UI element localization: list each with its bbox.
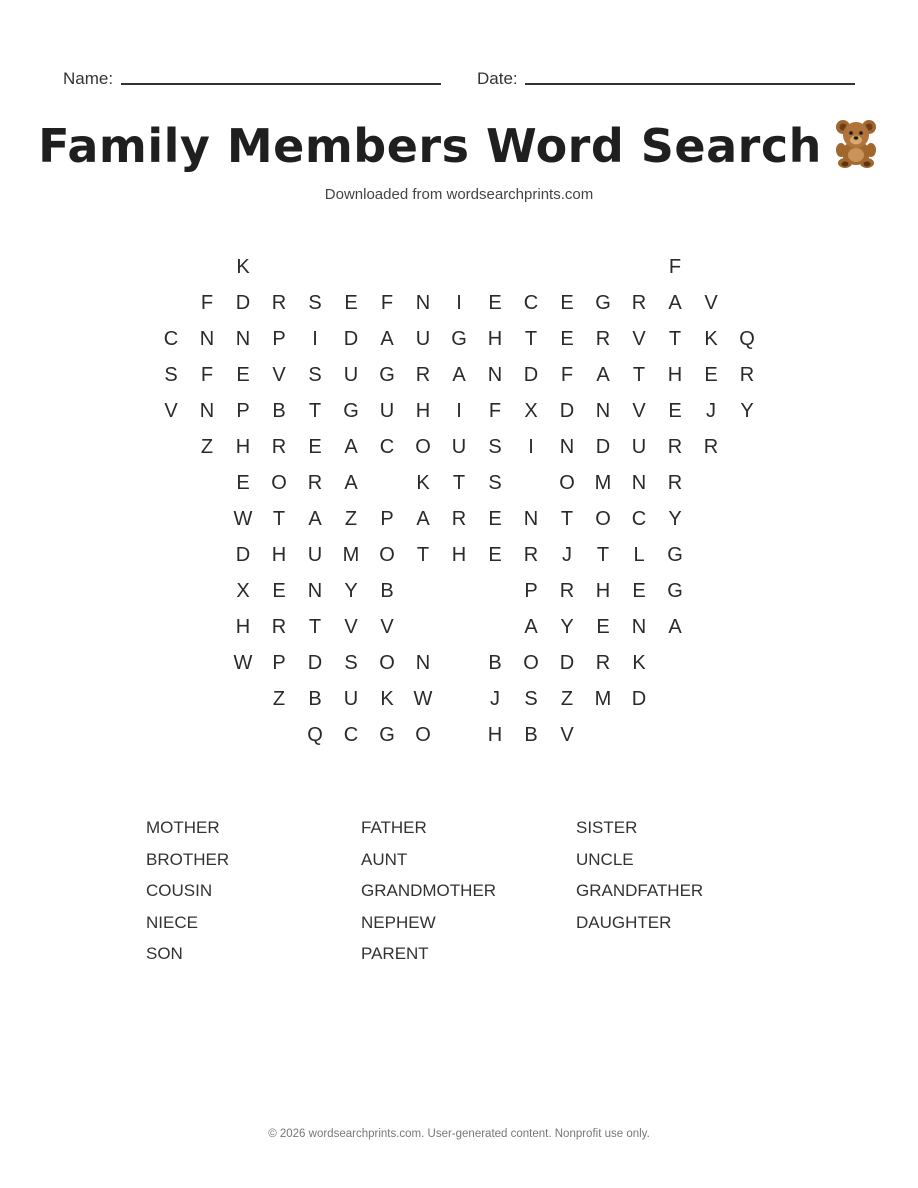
grid-cell: G [379,364,395,386]
grid-cell: A [668,616,682,638]
grid-cell: E [272,580,286,602]
grid-cell: Z [272,688,286,710]
grid-cell: A [380,328,394,350]
grid-cell: X [524,400,538,422]
grid-cell: U [379,400,395,422]
word-item: GRANDFATHER [576,881,704,900]
grid-cell: V [704,292,718,314]
grid-cell: E [488,544,502,566]
grid-cell: H [487,328,503,350]
grid-cell: C [379,436,395,458]
grid-cell: G [343,400,359,422]
grid-cell: W [413,688,433,710]
grid-cell: R [271,292,287,314]
grid-cell: D [523,364,539,386]
grid-cell: T [668,328,682,350]
grid-cell: A [524,616,538,638]
grid-cell: A [452,364,466,386]
grid-cell: Y [344,580,358,602]
word-item: BROTHER [146,849,230,869]
grid-cell: R [703,436,719,458]
grid-cell: I [528,436,534,458]
grid-cell: D [559,652,575,674]
grid-cell: R [667,472,683,494]
grid-cell: R [559,580,575,602]
grid-cell: E [560,328,574,350]
grid-cell: P [380,508,394,530]
grid-cell: M [594,688,612,710]
grid-cell: U [451,436,467,458]
grid-cell: Y [560,616,574,638]
grid-cell: O [523,652,539,674]
grid-cell: U [415,328,431,350]
grid-cell: C [523,292,539,314]
grid-cell: A [308,508,322,530]
grid-cell: V [632,328,646,350]
grid-cell: S [164,364,178,386]
word-item: PARENT [361,944,429,963]
grid-cell: I [312,328,318,350]
grid-cell: A [596,364,610,386]
grid-cell: Z [560,688,574,710]
grid-cell: R [415,364,431,386]
subtitle: Downloaded from wordsearchprints.com [324,186,594,203]
grid-cell: B [308,688,322,710]
grid-cell: B [524,724,538,746]
grid-cell: X [236,580,250,602]
grid-cell: Q [307,724,323,746]
grid-cell: V [272,364,286,386]
grid-cell: E [596,616,610,638]
word-item: GRANDMOTHER [361,881,497,900]
grid-cell: U [343,364,359,386]
grid-cell: P [236,400,250,422]
grid-cell: O [379,652,395,674]
grid-cell: K [416,472,430,494]
grid-cell: E [560,292,574,314]
grid-cell: D [559,400,575,422]
word-item: SON [146,944,183,963]
grid-cell: T [308,400,322,422]
grid-cell: T [524,328,538,350]
grid-cell: R [595,652,611,674]
grid-cell: B [488,652,502,674]
grid-cell: O [415,436,431,458]
grid-cell: B [380,580,394,602]
grid-cell: I [456,292,462,314]
grid-cell: D [307,652,323,674]
grid-cell: M [594,472,612,494]
grid-cell: G [379,724,395,746]
grid-cell: A [344,472,358,494]
grid-cell: S [344,652,358,674]
grid-cell: S [308,364,322,386]
grid-cell: G [667,580,683,602]
word-list-column-1 [146,818,229,976]
grid-cell: C [163,328,179,350]
grid-cell: N [631,616,647,638]
grid-cell: R [631,292,647,314]
grid-cell: R [523,544,539,566]
grid-cell: M [342,544,360,566]
word-item: NEPHEW [361,912,436,932]
grid-cell: J [490,688,500,710]
grid-cell: K [704,328,718,350]
grid-cell: U [631,436,647,458]
date-label: Date: [477,69,518,88]
grid-cell: J [562,544,572,566]
grid-cell: C [631,508,647,530]
grid-cell: N [415,292,431,314]
grid-cell: N [199,400,215,422]
grid-cell: H [235,436,251,458]
grid-cell: W [233,508,253,530]
grid-cell: H [487,724,503,746]
grid-cell: N [523,508,539,530]
grid-cell: Q [739,328,755,350]
grid-cell: G [595,292,611,314]
grid-cell: E [236,472,250,494]
word-item: COUSIN [146,881,213,900]
grid-cell: E [632,580,646,602]
grid-cell: D [235,544,251,566]
grid-cell: J [706,400,716,422]
grid-cell: N [595,400,611,422]
word-item: AUNT [361,849,408,869]
grid-cell: H [451,544,467,566]
word-item: SISTER [576,818,638,837]
grid-cell: I [456,400,462,422]
grid-cell: O [415,724,431,746]
grid-cell: N [559,436,575,458]
grid-cell: Z [200,436,214,458]
grid-cell: V [344,616,358,638]
grid-cell: N [487,364,503,386]
grid-cell: O [559,472,575,494]
grid-cell: O [271,472,287,494]
grid-cell: R [307,472,323,494]
grid-cell: H [667,364,683,386]
grid-cell: D [595,436,611,458]
grid-cell: H [235,616,251,638]
grid-cell: T [596,544,610,566]
grid-cell: Y [668,508,682,530]
grid-cell: N [199,328,215,350]
grid-cell: T [308,616,322,638]
grid-cell: F [668,256,682,278]
grid-cell: T [560,508,574,530]
grid-cell: A [668,292,682,314]
grid-cell: E [236,364,250,386]
grid-cell: S [524,688,538,710]
grid-cell: D [235,292,251,314]
grid-cell: S [488,436,502,458]
grid-cell: V [632,400,646,422]
grid-cell: E [344,292,358,314]
page-title-text: Family Members Word Search [38,119,822,173]
grid-cell: Y [740,400,754,422]
grid-cell: E [668,400,682,422]
grid-cell: R [271,616,287,638]
grid-cell: H [415,400,431,422]
grid-cell: G [451,328,467,350]
grid-cell: V [164,400,178,422]
grid-cell: D [343,328,359,350]
word-item: FATHER [361,818,427,837]
grid-cell: K [380,688,394,710]
grid-cell: S [488,472,502,494]
word-list [146,818,846,978]
grid-cell: T [452,472,466,494]
grid-cell: F [560,364,574,386]
word-item: NIECE [146,912,198,932]
grid-cell: E [308,436,322,458]
grid-cell: K [236,256,250,278]
grid-cell: B [272,400,286,422]
grid-cell: H [595,580,611,602]
name-label: Name: [63,69,114,88]
grid-cell: O [595,508,611,530]
grid-cell: H [271,544,287,566]
grid-cell: T [632,364,646,386]
grid-cell: E [704,364,718,386]
grid-cell: E [488,292,502,314]
grid-cell: C [343,724,359,746]
grid-cell: A [416,508,430,530]
word-list-column-3 [576,818,703,944]
grid-cell: D [631,688,647,710]
grid-cell: F [200,364,214,386]
grid-cell: K [632,652,646,674]
grid-cell: N [235,328,251,350]
word-item: UNCLE [576,849,634,869]
grid-cell: R [451,508,467,530]
grid-cell: F [488,400,502,422]
grid-cell: R [271,436,287,458]
grid-cell: T [272,508,286,530]
grid-cell: P [272,652,286,674]
word-item: MOTHER [146,818,220,837]
grid-cell: W [233,652,253,674]
grid-cell: Z [344,508,358,530]
grid-cell: U [343,688,359,710]
word-list-column-2 [361,818,496,976]
grid-cell: R [739,364,755,386]
grid-cell: U [307,544,323,566]
grid-cell: V [380,616,394,638]
grid-cell: S [308,292,322,314]
grid-cell: F [380,292,394,314]
grid-cell: N [415,652,431,674]
grid-cell: O [379,544,395,566]
grid-cell: T [416,544,430,566]
grid-cell: R [667,436,683,458]
grid-cell: N [307,580,323,602]
grid-cell: V [560,724,574,746]
grid-cell: L [633,544,645,566]
grid-cell: G [667,544,683,566]
word-item: DAUGHTER [576,912,672,932]
grid-cell: P [272,328,286,350]
grid-cell: F [200,292,214,314]
footer: © 2026 wordsearchprints.com. User-generated content. Nonprofit use only. [268,1128,650,1140]
grid-cell: N [631,472,647,494]
grid-cell: P [524,580,538,602]
grid-cell: A [344,436,358,458]
grid-cell: E [488,508,502,530]
grid-cell: R [595,328,611,350]
